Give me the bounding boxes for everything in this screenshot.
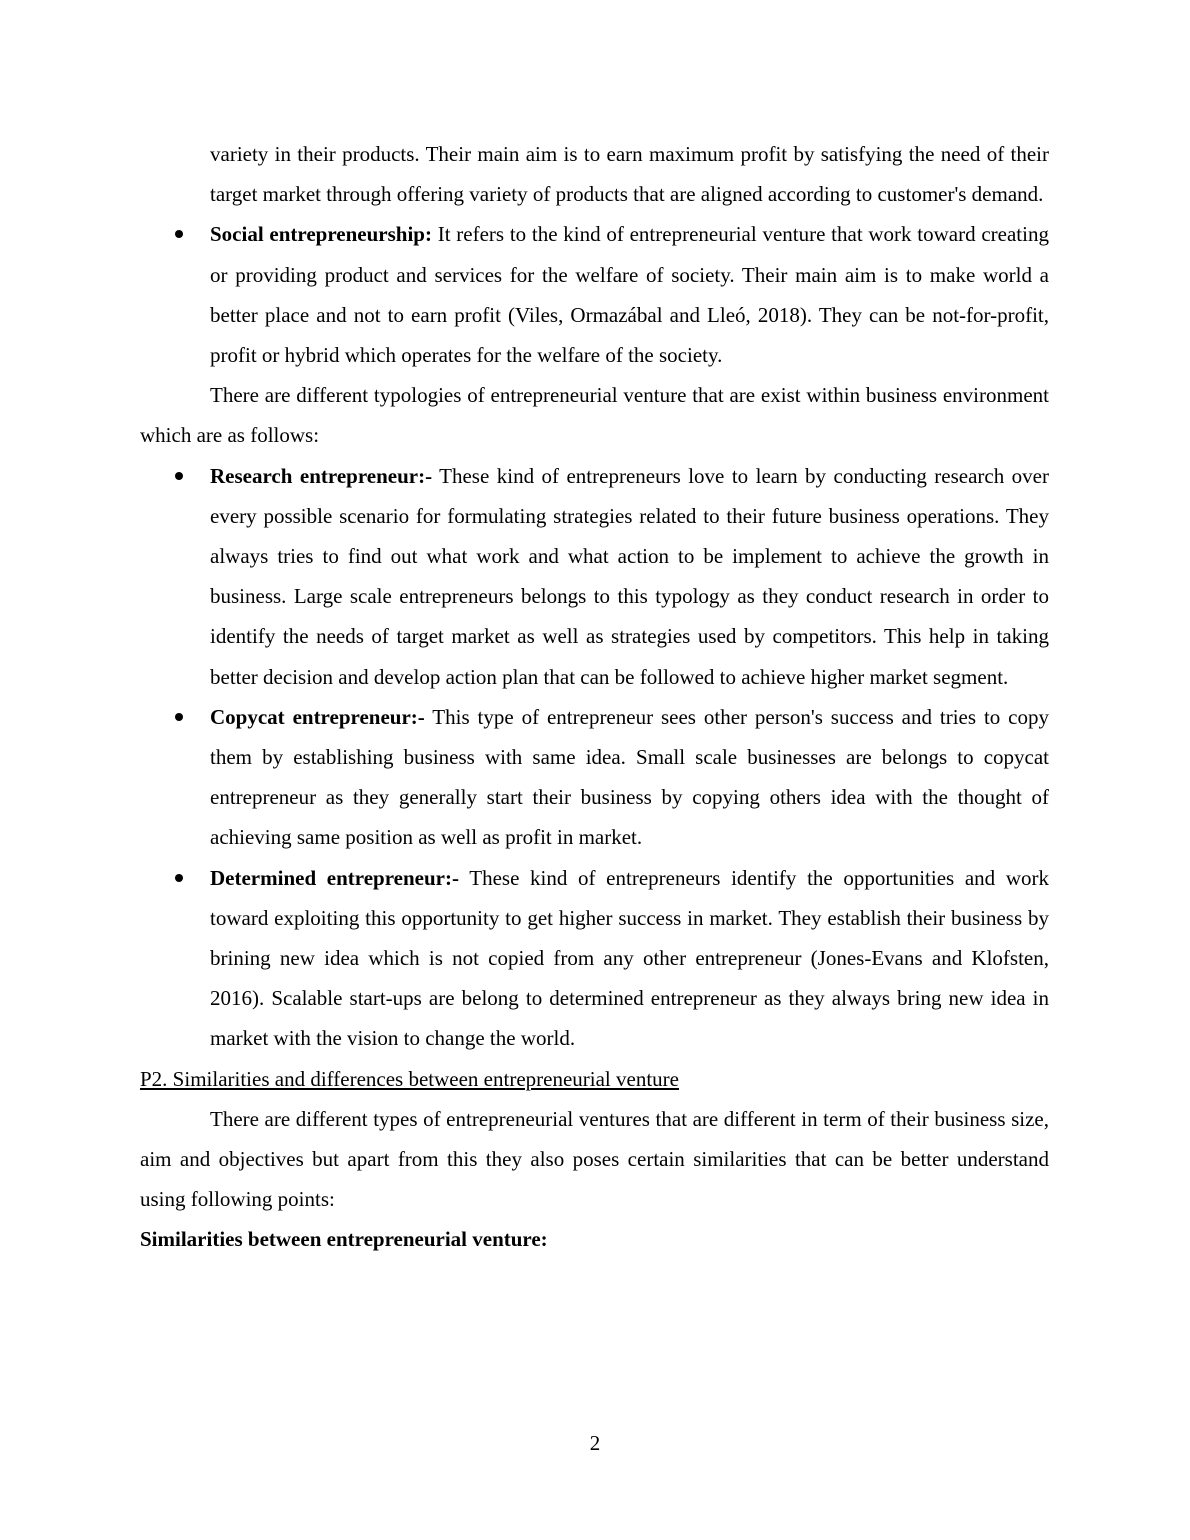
list-item-copycat-entrepreneur	[140, 697, 1049, 858]
term-label: Social entrepreneurship:	[210, 222, 432, 247]
term-label: Copycat entrepreneur:-	[210, 704, 425, 729]
similarities-heading: Similarities between entrepreneurial venture:	[140, 1227, 548, 1252]
list-item-text	[210, 456, 1049, 697]
list-item-text	[210, 697, 1049, 858]
term-description: These kind of entrepreneurs identify the opportunities and work toward exploiting this opportunity to get higher success in market. They establish their business by brining new idea which is not copied from any other entrepreneur (Jones-Evans and Klofsten, 2016). Scalable start-ups are belong to determined entrepreneur as they always bring new idea in market with the vision to change the world.	[210, 865, 1049, 1051]
bullet-icon	[175, 230, 183, 238]
term-description: This type of entrepreneur sees other person's success and tries to copy them by establishing business with same idea. Small scale businesses are belongs to copycat entrepreneur as they generally start their business by copying others idea with the thought of achieving same position as well as profit in market.	[210, 704, 1049, 850]
list-item-text	[210, 214, 1049, 375]
term-description: It refers to the kind of entrepreneurial venture that work toward creating or providing product and services for the welfare of society. Their main aim is to make world a better place and not to earn profit (Viles, Ormazábal and Lleó, 2018). They can be not-for-profit, profit or hybrid which operates for the welfare of the society.	[210, 222, 1049, 368]
list-item-determined-entrepreneur	[140, 858, 1049, 1059]
p2-intro-paragraph: There are different types of entrepreneurial ventures that are different in term of their business size, aim and objectives but apart from this they also poses certain similarities that can be better understand using following points:	[140, 1106, 1049, 1212]
bullet-icon	[175, 713, 183, 721]
list-item-social-entrepreneurship	[140, 214, 1049, 375]
list-item-text	[210, 858, 1049, 1059]
term-label: Research entrepreneur:-	[210, 463, 433, 488]
page-body	[140, 134, 1049, 1260]
typologies-intro-paragraph: There are different typologies of entrepreneurial venture that are exist within business environment which are as follows:	[140, 383, 1049, 448]
bullet-icon	[175, 874, 183, 882]
bullet-icon	[175, 472, 183, 480]
continued-paragraph: variety in their products. Their main aim is to earn maximum profit by satisfying the need of their target market through offering variety of products that are aligned according to customer's demand.	[210, 142, 1049, 207]
section-heading-p2: P2. Similarities and differences between entrepreneurial venture	[140, 1066, 679, 1091]
list-item-research-entrepreneur	[140, 456, 1049, 697]
page-number: 2	[589, 1431, 601, 1455]
term-description: These kind of entrepreneurs love to learn by conducting research over every possible scenario for formulating strategies related to their future business operations. They always tries to find out what work and what action to be implement to achieve the growth in business. Large scale entrepreneurs belongs to this typology as they conduct research in order to identify the needs of target market as well as strategies used by competitors. This help in taking better decision and develop action plan that can be followed to achieve higher market segment.	[210, 463, 1049, 689]
term-label: Determined entrepreneur:-	[210, 865, 459, 890]
